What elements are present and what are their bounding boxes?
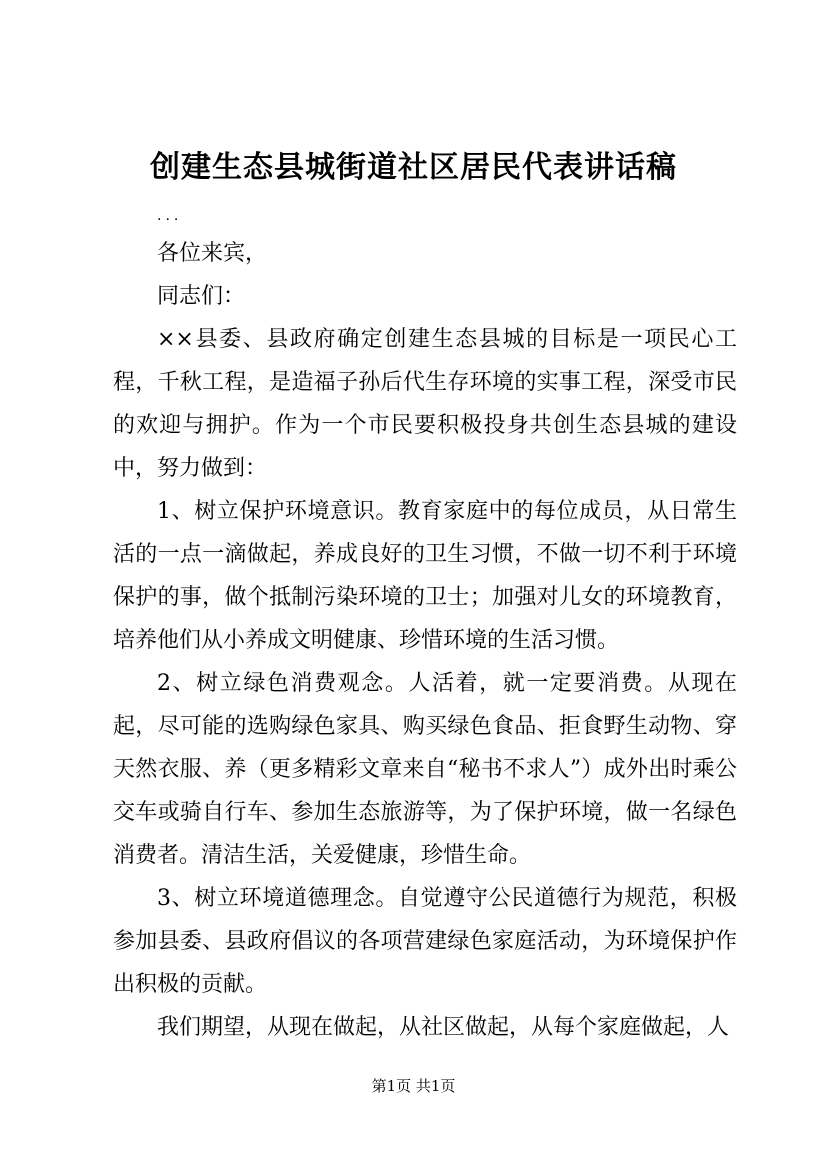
ellipsis-line: ... — [157, 208, 183, 224]
document-title: 创建生态县城街道社区居民代表讲话稿 — [150, 150, 677, 185]
salutation-guests: 各位来宾， — [157, 241, 268, 266]
page-footer: 第1页 共1页 — [371, 1077, 456, 1095]
paragraph-intro: ××县委、县政府确定创建生态县城的目标是一项民心工程，千秋工程，是造福子孙后代生存环境的实事工程，深受市民的欢迎与拥护。作为一个市民要积极投身共创生态县城的建设中，努力做到： — [113, 327, 737, 481]
paragraph-point-3: 3、树立环境道德理念。自觉遵守公民道德行为规范，积极参加县委、县政府倡议的各项营建绿色家庭活动，为环境保护作出积极的贡献。 — [113, 886, 737, 997]
salutation-comrades: 同志们： — [157, 284, 246, 309]
paragraph-point-2: 2、树立绿色消费观念。人活着，就一定要消费。从现在起，尽可能的选购绿色家具、购买绿色食品、拒食野生动物、穿天然衣服、养（更多精彩文章来自“秘书不求人”）成外出时乘公交车或骑自行车、参加生态旅游等，为了保护环境，做一名绿色消费者。清洁生活，关爱健康，珍惜生命。 — [113, 671, 737, 868]
paragraph-point-1: 1、树立保护环境意识。教育家庭中的每位成员，从日常生活的一点一滴做起，养成良好的卫生习惯，不做一切不利于环境保护的事，做个抵制污染环境的卫士；加强对儿女的环境教育，培养他们从小养成文明健康、珍惜环境的生活习惯。 — [113, 499, 737, 653]
paragraph-closing: 我们期望，从现在做起，从社区做起，从每个家庭做起，人 — [157, 1015, 730, 1040]
document-body — [113, 200, 737, 1049]
